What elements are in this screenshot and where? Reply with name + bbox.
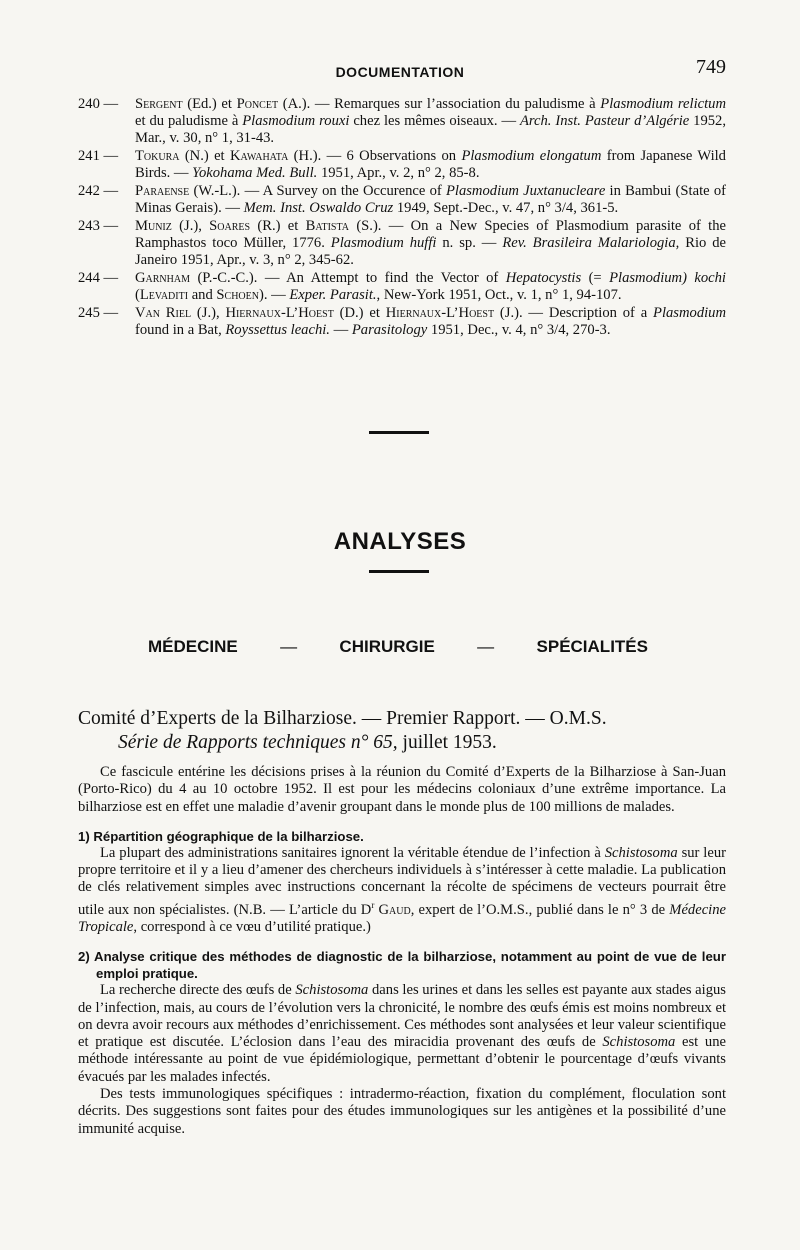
- reference-text: [135, 148, 726, 182]
- text-run: 1949, Sept.-Dec., v. 47, n° 3/4, 361-5.: [393, 200, 619, 216]
- text-run: —: [329, 322, 352, 338]
- article-title-line1: Comité d’Experts de la Bilharziose. — Premier Rapport. — O.M.S.: [78, 708, 607, 729]
- text-run: ). —: [258, 287, 290, 303]
- text-run: found in a Bat,: [135, 322, 226, 338]
- running-header: DOCUMENTATION: [335, 64, 465, 80]
- text-run: Plasmodium relictum: [600, 96, 726, 112]
- text-run: Mem. Inst. Oswaldo Cruz: [243, 200, 394, 216]
- text-run: (N.) et: [179, 148, 230, 164]
- text-run: Schistosoma: [604, 844, 678, 861]
- text-run: (P.-C.-C.). — An Attempt to find the Vector of: [190, 270, 506, 286]
- section-2-paragraph: [78, 982, 726, 1086]
- section-title-underline: [369, 570, 429, 573]
- text-run: Hepatocystis: [505, 270, 582, 286]
- article-body: [78, 764, 726, 1138]
- text-run: (J.). — Description of a: [494, 305, 654, 321]
- text-run: (W.-L.). — A Survey on the Occurence of: [189, 183, 446, 199]
- text-run: Garnham: [135, 270, 190, 286]
- section-2-paragraph-immunology: Des tests immunologiques spécifiques : intradermo-réaction, fixation du complément, floculation sont décrits. Des suggestions sont faites pour des études immunologiques sur les antigènes et la possibilité d’une immunité acquise.: [78, 1086, 726, 1137]
- text-run: Hiernaux-L’Hoest: [385, 305, 495, 321]
- article-title: [78, 707, 738, 755]
- text-run: chez les mêmes oiseaux. —: [349, 113, 520, 129]
- subheading-chirurgie: CHIRURGIE: [339, 637, 435, 656]
- reference-number: 245 —: [78, 305, 119, 321]
- text-run: Batista: [305, 218, 350, 234]
- text-run: (J.),: [171, 218, 210, 234]
- text-run: Plasmodium) kochi: [609, 270, 726, 286]
- text-run: 1952, Mar., v. 30, n° 1, 31-43.: [135, 113, 726, 146]
- text-run: (: [135, 287, 140, 303]
- section-1-heading: 1) Répartition géographique de la bilharziose.: [78, 828, 364, 844]
- reference-text: [135, 270, 726, 304]
- reference-text: [135, 96, 726, 147]
- section-title: ANALYSES: [333, 528, 467, 555]
- text-run: Schistosoma: [602, 1034, 676, 1051]
- article-series: Série de Rapports techniques n° 65,: [118, 732, 398, 753]
- text-run: Van Riel: [135, 305, 192, 321]
- text-run: , correspond à ce vœu d’utilité pratique.): [133, 918, 371, 935]
- page-number: 749: [696, 56, 726, 78]
- text-run: Schistosoma: [295, 982, 369, 999]
- text-run: Exper. Parasit.: [289, 287, 377, 303]
- text-run: Levaditi: [139, 287, 189, 303]
- text-run: Rio de Janeiro 1951, Apr., v. 3, n° 2, 345-62.: [135, 235, 727, 268]
- reference-entry: [78, 183, 726, 217]
- subheading-specialites: SPÉCIALITÉS: [536, 637, 648, 656]
- text-run: (Ed.) et: [182, 96, 237, 112]
- reference-number: 243 —: [78, 218, 119, 234]
- reference-entry: [78, 218, 726, 269]
- text-run: dans les urines et dans les selles est payante aux stades aigus de l’infection, mais, au cours de l’évolution vers la chronicité, le nombre des œufs émis est moins nombreux et on devra avoir recours aux méthodes d’enrichissement. Ces méthodes sont analysées et leur valeur scientifique et pratique est discutée. L’éclosion dans l’eau des miracidia provenant des œufs de: [78, 982, 726, 1051]
- text-run: Schoen: [216, 287, 259, 303]
- text-run: Kawahata: [229, 148, 289, 164]
- text-run: Hiernaux-L’Hoest: [225, 305, 334, 321]
- subheading-dash: —: [280, 637, 298, 656]
- reference-text: [135, 183, 726, 217]
- section-1-paragraph: [78, 845, 726, 936]
- reference-list: [78, 96, 726, 340]
- text-run: and: [188, 287, 217, 303]
- text-run: Sergent: [135, 96, 183, 112]
- text-run: Plasmodium rouxi: [242, 113, 350, 129]
- text-run: in Bambui (State of Minas Gerais). —: [135, 183, 726, 216]
- reference-text: [135, 218, 726, 269]
- reference-entry: [78, 270, 726, 304]
- article-title-line2: [78, 731, 738, 755]
- section-2-heading: 2) Analyse critique des méthodes de diagnostic de la bilharziose, notamment au point de vue de leur emploi pratique.: [78, 949, 726, 982]
- text-run: , New-York 1951, Oct., v. 1, n° 1, 94-107.: [376, 287, 622, 303]
- text-run: Royssettus leachi.: [225, 322, 330, 338]
- reference-entry: [78, 96, 726, 147]
- text-run: (D.) et: [333, 305, 386, 321]
- text-run: Plasmodium: [653, 305, 726, 321]
- reference-number: 244 —: [78, 270, 119, 286]
- text-run: from Japanese Wild Birds. —: [135, 148, 726, 181]
- reference-entry: [78, 305, 726, 339]
- intro-paragraph: Ce fascicule entérine les décisions prises à la réunion du Comité d’Experts de la Bilharziose à San-Juan (Porto-Rico) du 4 au 10 octobre 1952. Il est pour les médecins coloniaux d’une extrême importance. La bilharziose est en effet une maladie d’avenir groupant dans le monde plus de 100 millions de malades.: [78, 764, 726, 815]
- reference-number: 240 —: [78, 96, 119, 112]
- text-run: Plasmodium elongatum: [461, 148, 602, 164]
- text-run: (S.). — On a New Species of Plasmodium parasite of the Ramphastos toco Müller, 1776.: [135, 218, 726, 251]
- subheading-dash: —: [477, 637, 495, 656]
- text-run: Paraense: [135, 183, 190, 199]
- text-run: est une méthode intéressante au point de vue épidémiologique, permettant d’obtenir le pourcentage d’œufs vivants évacués par les malades infectés.: [78, 1034, 726, 1085]
- reference-text: [135, 305, 726, 339]
- reference-entry: [78, 148, 726, 182]
- text-run: 1951, Dec., v. 4, n° 3/4, 270-3.: [427, 322, 611, 338]
- text-run: (R.) et: [250, 218, 306, 234]
- article-date: juillet 1953.: [397, 732, 497, 753]
- text-run: Rev. Brasileira Malariologia,: [502, 235, 680, 251]
- reference-number: 241 —: [78, 148, 119, 164]
- text-run: La plupart des administrations sanitaires ignorent la véritable étendue de l’infection à: [100, 844, 605, 861]
- section-subheading: [148, 637, 648, 657]
- text-run: Soares: [209, 218, 251, 234]
- text-run: sur leur propre territoire et il y a lieu d’amener des chercheurs individuels à s’intéresser à cette maladie. La publication de clés relativement simples avec instructions concernant la récolte de spécimens de vecteurs pourrait être utile aux non spécialistes. (N.B. — L’article du D: [78, 844, 726, 918]
- text-run: Plasmodium Juxtanucleare: [445, 183, 606, 199]
- text-run: Parasitology: [351, 322, 428, 338]
- reference-number: 242 —: [78, 183, 119, 199]
- separator-rule: [369, 431, 429, 434]
- text-run: (H.). — 6 Observations on: [288, 148, 462, 164]
- subheading-medecine: MÉDECINE: [148, 637, 238, 656]
- text-run: r: [371, 899, 375, 910]
- text-run: Tokura: [135, 148, 180, 164]
- text-run: Muniz: [135, 218, 172, 234]
- text-run: Gaud: [378, 901, 411, 918]
- text-run: Poncet: [236, 96, 279, 112]
- text-run: , expert de l’O.M.S., publié dans le n° 3 de: [410, 901, 670, 918]
- text-run: Arch. Inst. Pasteur d’Algérie: [519, 113, 690, 129]
- text-run: Yokohama Med. Bull.: [192, 165, 318, 181]
- text-run: et du paludisme à: [135, 113, 243, 129]
- text-run: (A.). — Remarques sur l’association du paludisme à: [278, 96, 601, 112]
- text-run: 1951, Apr., v. 2, n° 2, 85-8.: [317, 165, 480, 181]
- text-run: (=: [581, 270, 610, 286]
- text-run: La recherche directe des œufs de: [100, 982, 296, 999]
- text-run: Plasmodium huffi: [330, 235, 437, 251]
- text-run: Médecine Tropicale: [78, 901, 727, 935]
- text-run: (J.),: [191, 305, 226, 321]
- text-run: n. sp. —: [436, 235, 503, 251]
